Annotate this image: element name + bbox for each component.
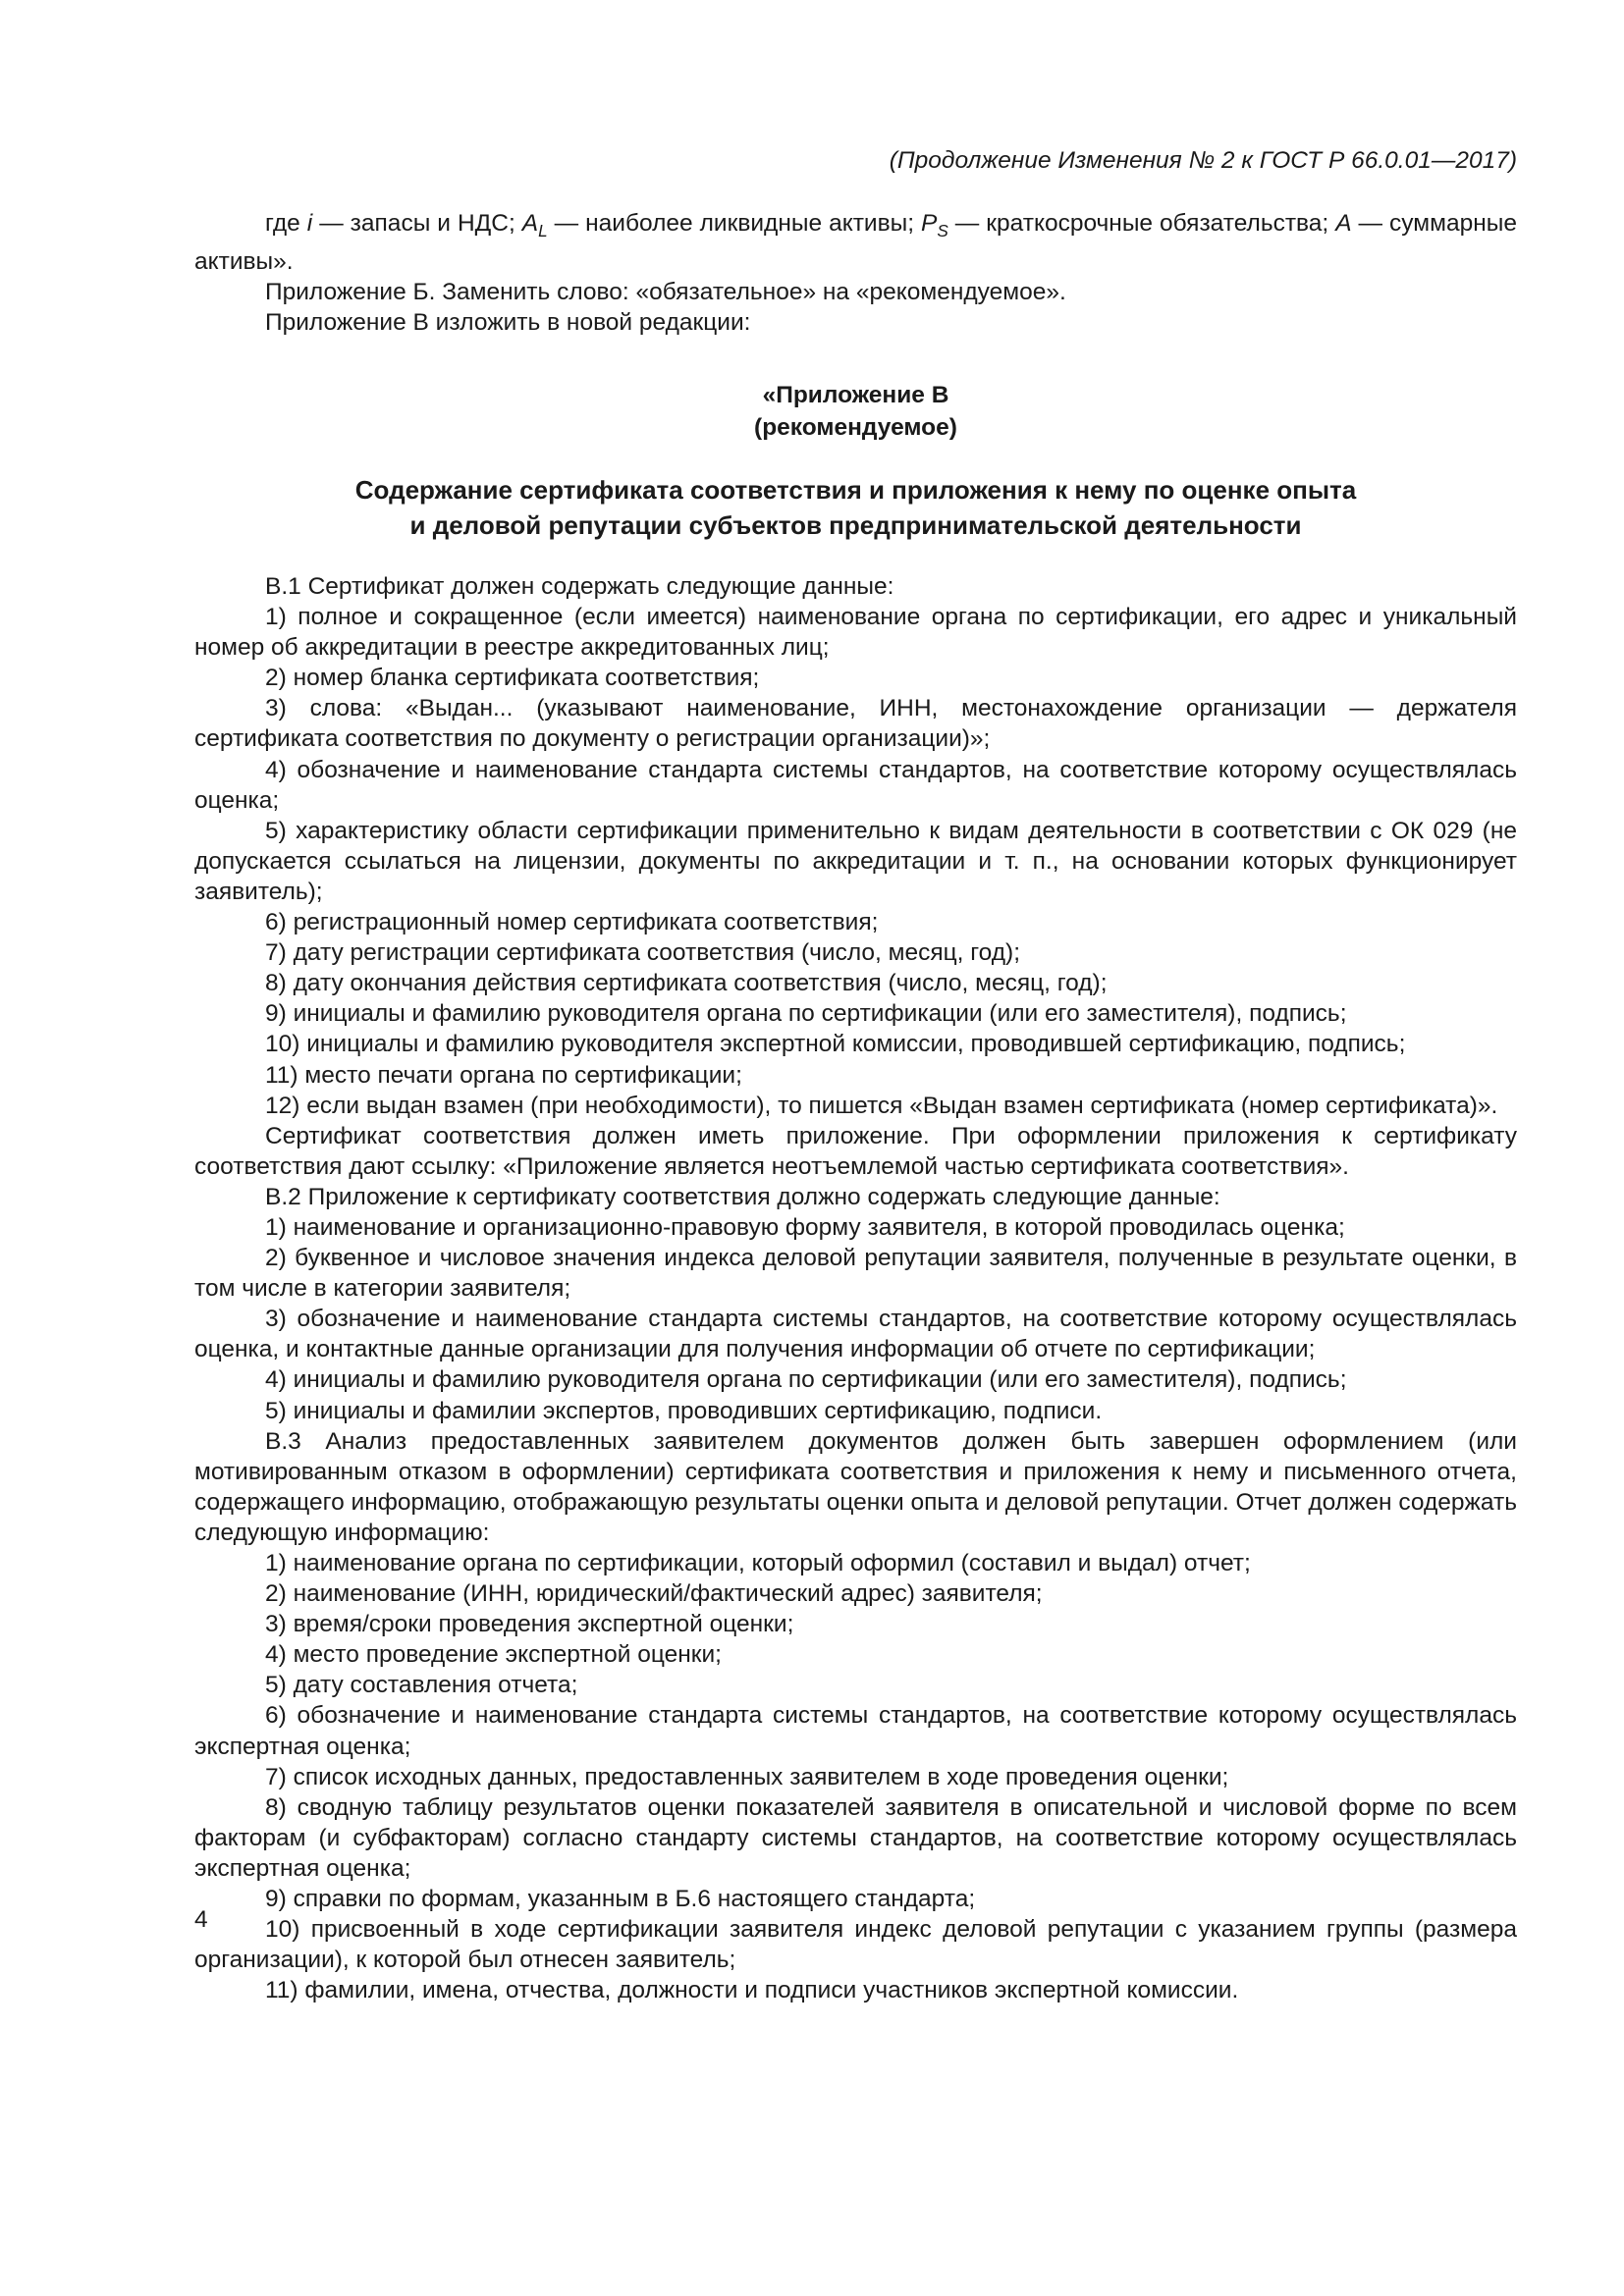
annex-b-change: Приложение Б. Заменить слово: «обязательное» на «рекомендуемое». [265,279,1066,306]
paragraph: 10) инициалы и фамилию руководителя экспертной комиссии, проводившей сертификацию, подпись; [265,1031,1406,1058]
formula-note-text: где [265,210,307,237]
sub-s: S [937,220,948,240]
paragraph: В.3 Анализ предоставленных заявителем документов должен быть завершен оформлением (или мотивированным отказом в оформлении) сертификата соответствия и приложения к нему и письменного отчета, содержащего информацию, отображающую результаты оценки опыта и деловой репутации. Отчет должен содержать следующую информацию: [194,1427,1517,1546]
annex-content [194,571,1517,2005]
paragraph: 2) номер бланка сертификата соответствия; [265,665,760,692]
paragraph: 7) дату регистрации сертификата соответствия (число, месяц, год); [265,939,1021,967]
formula-note [194,208,1517,277]
paragraph: Сертификат соответствия должен иметь приложение. При оформлении приложения к сертификату соответствия дают ссылку: «Приложение является неотъемлемой частью сертификата соответствия». [194,1122,1517,1180]
heading-line-2: и деловой репутации субъектов предпринимательской деятельности [409,510,1302,540]
paragraph: 5) дату составления отчета; [265,1672,578,1699]
running-header: (Продолжение Изменения № 2 к ГОСТ Р 66.0.01—2017) [889,147,1517,174]
paragraph: 9) инициалы и фамилию руководителя органа по сертификации (или его заместителя), подпись; [265,1000,1347,1028]
paragraph: 11) место печати органа по сертификации; [265,1061,742,1089]
paragraph: 5) инициалы и фамилии экспертов, проводивших сертификацию, подписи. [265,1397,1103,1424]
annex-title: «Приложение В [762,382,949,408]
paragraph: 1) полное и сокращенное (если имеется) наименование органа по сертификации, его адрес и уникальный номер об аккредитации в реестре аккредитованных лиц; [194,604,1517,662]
paragraph: 3) обозначение и наименование стандарта системы стандартов, на соответствие которому осуществлялась оценка, и контактные данные организации для получения информации об отчете по сертификации; [194,1306,1517,1363]
paragraph: В.2 Приложение к сертификату соответствия должно содержать следующие данные: [265,1183,1220,1210]
annex-subtitle: (рекомендуемое) [754,414,957,441]
section-heading [194,472,1517,543]
intro-block [194,208,1517,338]
page-number: 4 [194,1906,208,1933]
paragraph: 2) буквенное и числовое значения индекса деловой репутации заявителя, полученные в результате оценки, в том числе в категории заявителя; [194,1245,1517,1303]
paragraph: 4) место проведение экспертной оценки; [265,1641,722,1669]
paragraph: 1) наименование органа по сертификации, который оформил (составил и выдал) отчет; [265,1550,1251,1576]
formula-note-text: — наиболее ликвидные активы; [547,210,922,237]
heading-line-1: Содержание сертификата соответствия и приложения к нему по оценке опыта [354,475,1357,505]
formula-note-text: — краткосрочные обязательства; [947,210,1336,237]
paragraph: 1) наименование и организационно-правовую форму заявителя, в которой проводилась оценка; [265,1213,1345,1241]
paragraph: 10) присвоенный в ходе сертификации заявителя индекс деловой репутации с указанием группы (размера организации), к которой был отнесен заявитель; [194,1916,1517,1974]
paragraph: 9) справки по формам, указанным в Б.6 настоящего стандарта; [265,1886,976,1913]
var-a-total: A [1335,210,1352,237]
annex-title-block [194,379,1517,444]
formula-note-text: — запасы и НДС; [312,210,522,237]
var-p: P [921,210,938,237]
paragraph: 6) регистрационный номер сертификата соответствия; [265,909,879,936]
paragraph: 8) сводную таблицу результатов оценки показателей заявителя в описательной и числовой форме по всем факторам (и субфакторам) согласно стандарту системы стандартов, на соответствие которому осуществлялась экспертная оценка; [194,1793,1517,1882]
paragraph: 3) слова: «Выдан... (указывают наименование, ИНН, местонахождение организации — держателя сертификата соответствия по документу о регистрации организации)»; [194,695,1517,753]
paragraph: В.1 Сертификат должен содержать следующие данные: [265,573,894,600]
paragraph: 4) обозначение и наименование стандарта системы стандартов, на соответствие которому осуществлялась оценка; [194,756,1517,814]
paragraph: 3) время/сроки проведения экспертной оценки; [265,1611,794,1638]
annex-v-instruction: Приложение В изложить в новой редакции: [265,309,751,337]
paragraph: 6) обозначение и наименование стандарта системы стандартов, на соответствие которому осуществлялась экспертная оценка; [194,1702,1517,1760]
paragraph: 11) фамилии, имена, отчества, должности и подписи участников экспертной комиссии. [265,1977,1239,2004]
paragraph: 7) список исходных данных, предоставленных заявителем в ходе проведения оценки; [265,1763,1229,1790]
paragraph: 2) наименование (ИНН, юридический/фактический адрес) заявителя; [265,1580,1043,1608]
formula-note-text: — суммарные активы». [194,210,1517,275]
sub-l: L [538,220,548,240]
paragraph: 8) дату окончания действия сертификата соответствия (число, месяц, год); [265,970,1108,997]
paragraph: 4) инициалы и фамилию руководителя органа по сертификации (или его заместителя), подпись; [265,1366,1347,1394]
paragraph: 12) если выдан взамен (при необходимости), то пишется «Выдан взамен сертификата (номер сертификата)». [265,1092,1498,1119]
var-i: i [306,210,313,237]
paragraph: 5) характеристику области сертификации применительно к видам деятельности в соответствии с ОК 029 (не допускается ссылаться на лицензии, документы по аккредитации и т. п., на основании которых функционирует заявитель); [194,817,1517,905]
var-a: A [521,210,539,237]
